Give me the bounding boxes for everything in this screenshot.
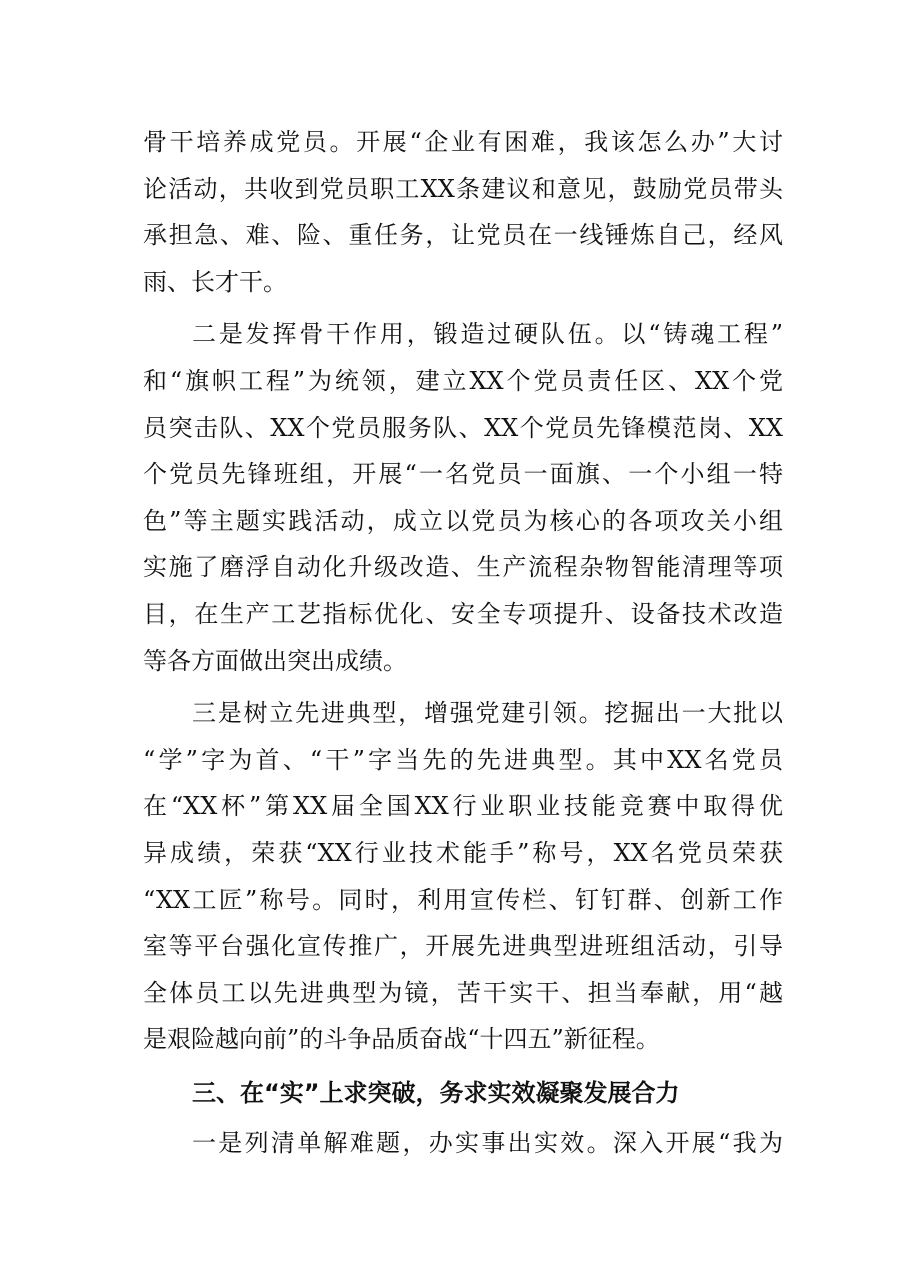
paragraph-line: 论活动，共收到党员职工XX条建议和意见，鼓励党员带头 [143, 174, 783, 203]
paragraph-line: 承担急、难、险、重任务，让党员在一线锤炼自己，经风 [143, 221, 783, 250]
paragraph-line: 在“XX杯”第XX届全国XX行业职业技能竞赛中取得优 [143, 792, 783, 821]
paragraph-line: 骨干培养成党员。开展“企业有困难，我该怎么办”大讨 [143, 128, 783, 156]
paragraph-line: 等各方面做出突出成绩。 [143, 646, 407, 675]
paragraph-line: 个党员先锋班组，开展“一名党员一面旗、一个小组一特 [143, 460, 783, 489]
paragraph-line: “学”字为首、“干”字当先的先进典型。其中XX名党员 [143, 745, 783, 774]
paragraph-line: 雨、长才干。 [143, 267, 287, 296]
paragraph-first-line: 一是列清单解难题，办实事出实效。深入开展“我为 [192, 1129, 783, 1157]
paragraph-line: 色”等主题实践活动，成立以党员为核心的各项攻关小组 [143, 506, 783, 535]
paragraph-first-line: 三是树立先进典型，增强党建引领。挖掘出一大批以 [192, 699, 783, 728]
paragraph-line: “XX工匠”称号。同时，利用宣传栏、钉钉群、创新工作 [143, 885, 783, 914]
paragraph-line: 是艰险越向前”的斗争品质奋战“十四五”新征程。 [143, 1025, 660, 1054]
paragraph-line: 和“旗帜工程”为统领，建立XX个党员责任区、XX个党 [143, 367, 783, 395]
paragraph-line: 实施了磨浮自动化升级改造、生产流程杂物智能清理等项 [143, 553, 783, 582]
paragraph-line: 目，在生产工艺指标优化、安全专项提升、设备技术改造 [143, 600, 783, 628]
paragraph-line: 异成绩，荣获“XX行业技术能手”称号，XX名党员荣获 [143, 839, 783, 867]
section-heading: 三、在“实”上求突破，务求实效凝聚发展合力 [192, 1079, 680, 1107]
paragraph-line: 室等平台强化宣传推广，开展先进典型进班组活动，引导 [143, 932, 783, 961]
paragraph-line: 员突击队、XX个党员服务队、XX个党员先锋模范岗、XX [143, 413, 783, 442]
paragraph-line: 全体员工以先进典型为镜，苦干实干、担当奉献，用“越 [143, 978, 783, 1007]
paragraph-first-line: 二是发挥骨干作用，锻造过硬队伍。以“铸魂工程” [192, 320, 783, 349]
